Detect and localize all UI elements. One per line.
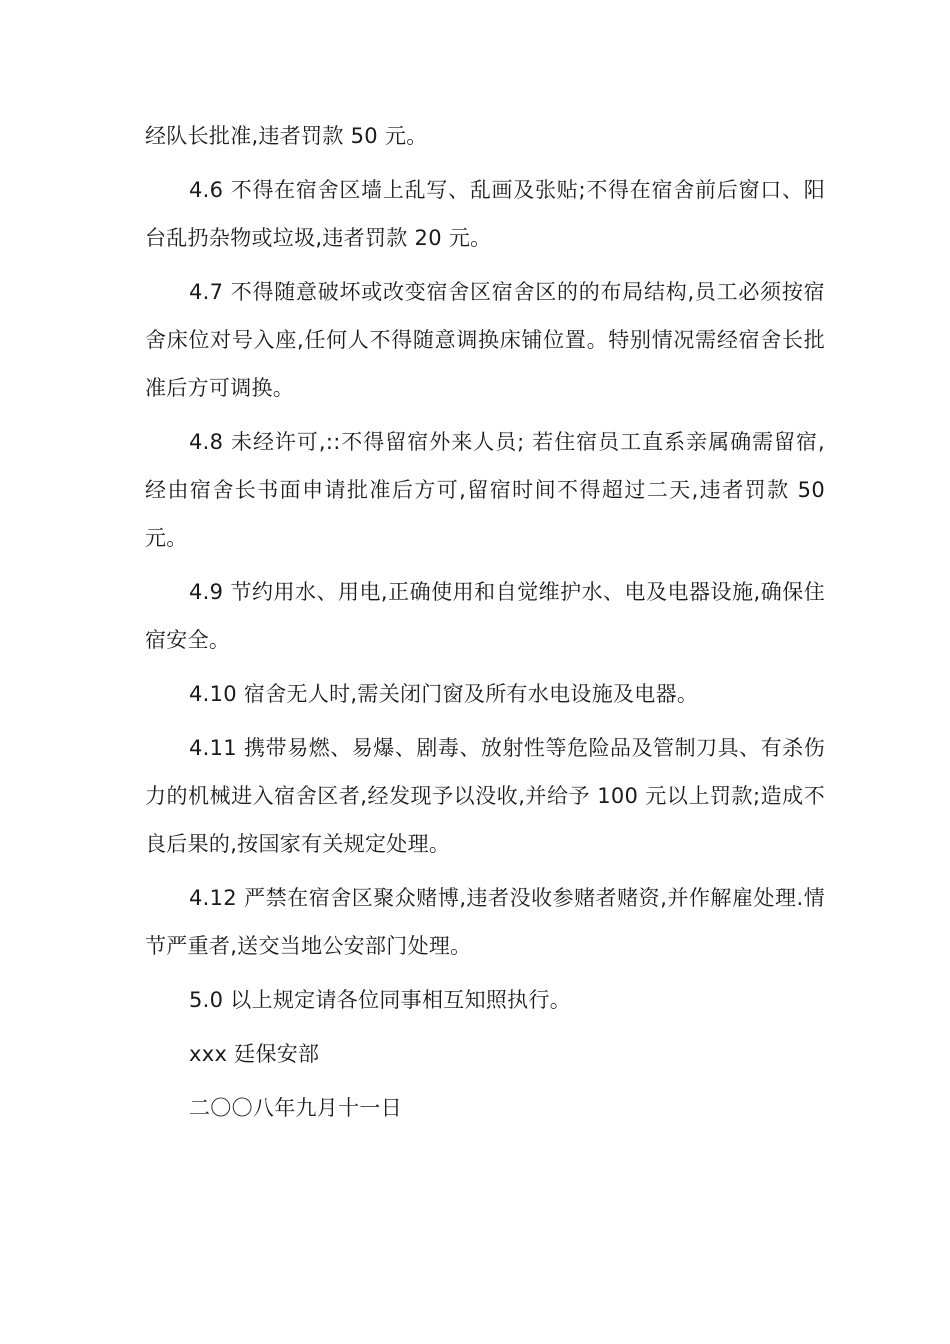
paragraph-4-6: 4.6 不得在宿舍区墙上乱写、乱画及张贴;不得在宿舍前后窗口、阳台乱扔杂物或垃圾,违者罚款 20 元。 xyxy=(145,178,825,250)
issue-date: 二〇〇八年九月十一日 xyxy=(189,1096,402,1120)
paragraph-4-12: 4.12 严禁在宿舍区聚众赌博,违者没收参赌者赌资,并作解雇处理.情节严重者,送交当地公安部门处理。 xyxy=(145,886,825,958)
paragraph-5-0: 5.0 以上规定请各位同事相互知照执行。 xyxy=(189,988,572,1012)
paragraph-4-9: 4.9 节约用水、用电,正确使用和自觉维护水、电及电器设施,确保住宿安全。 xyxy=(145,580,825,652)
paragraph-4-7: 4.7 不得随意破坏或改变宿舍区宿舍区的的布局结构,员工必须按宿舍床位对号入座,任何人不得随意调换床铺位置。特别情况需经宿舍长批准后方可调换。 xyxy=(145,280,825,400)
issuer-signature: xxx 廷保安部 xyxy=(189,1042,320,1066)
paragraph-4-8: 4.8 未经许可,::不得留宿外来人员; 若住宿员工直系亲属确需留宿,经由宿舍长书面申请批准后方可,留宿时间不得超过二天,违者罚款 50 元。 xyxy=(145,430,825,550)
paragraph-continuation: 经队长批准,违者罚款 50 元。 xyxy=(145,124,428,148)
paragraph-4-10: 4.10 宿舍无人时,需关闭门窗及所有水电设施及电器。 xyxy=(189,682,699,706)
paragraph-4-11: 4.11 携带易燃、易爆、剧毒、放射性等危险品及管制刀具、有杀伤力的机械进入宿舍区者,经发现予以没收,并给予 100 元以上罚款;造成不良后果的,按国家有关规定处理。 xyxy=(145,736,825,856)
document-body xyxy=(145,112,825,1132)
